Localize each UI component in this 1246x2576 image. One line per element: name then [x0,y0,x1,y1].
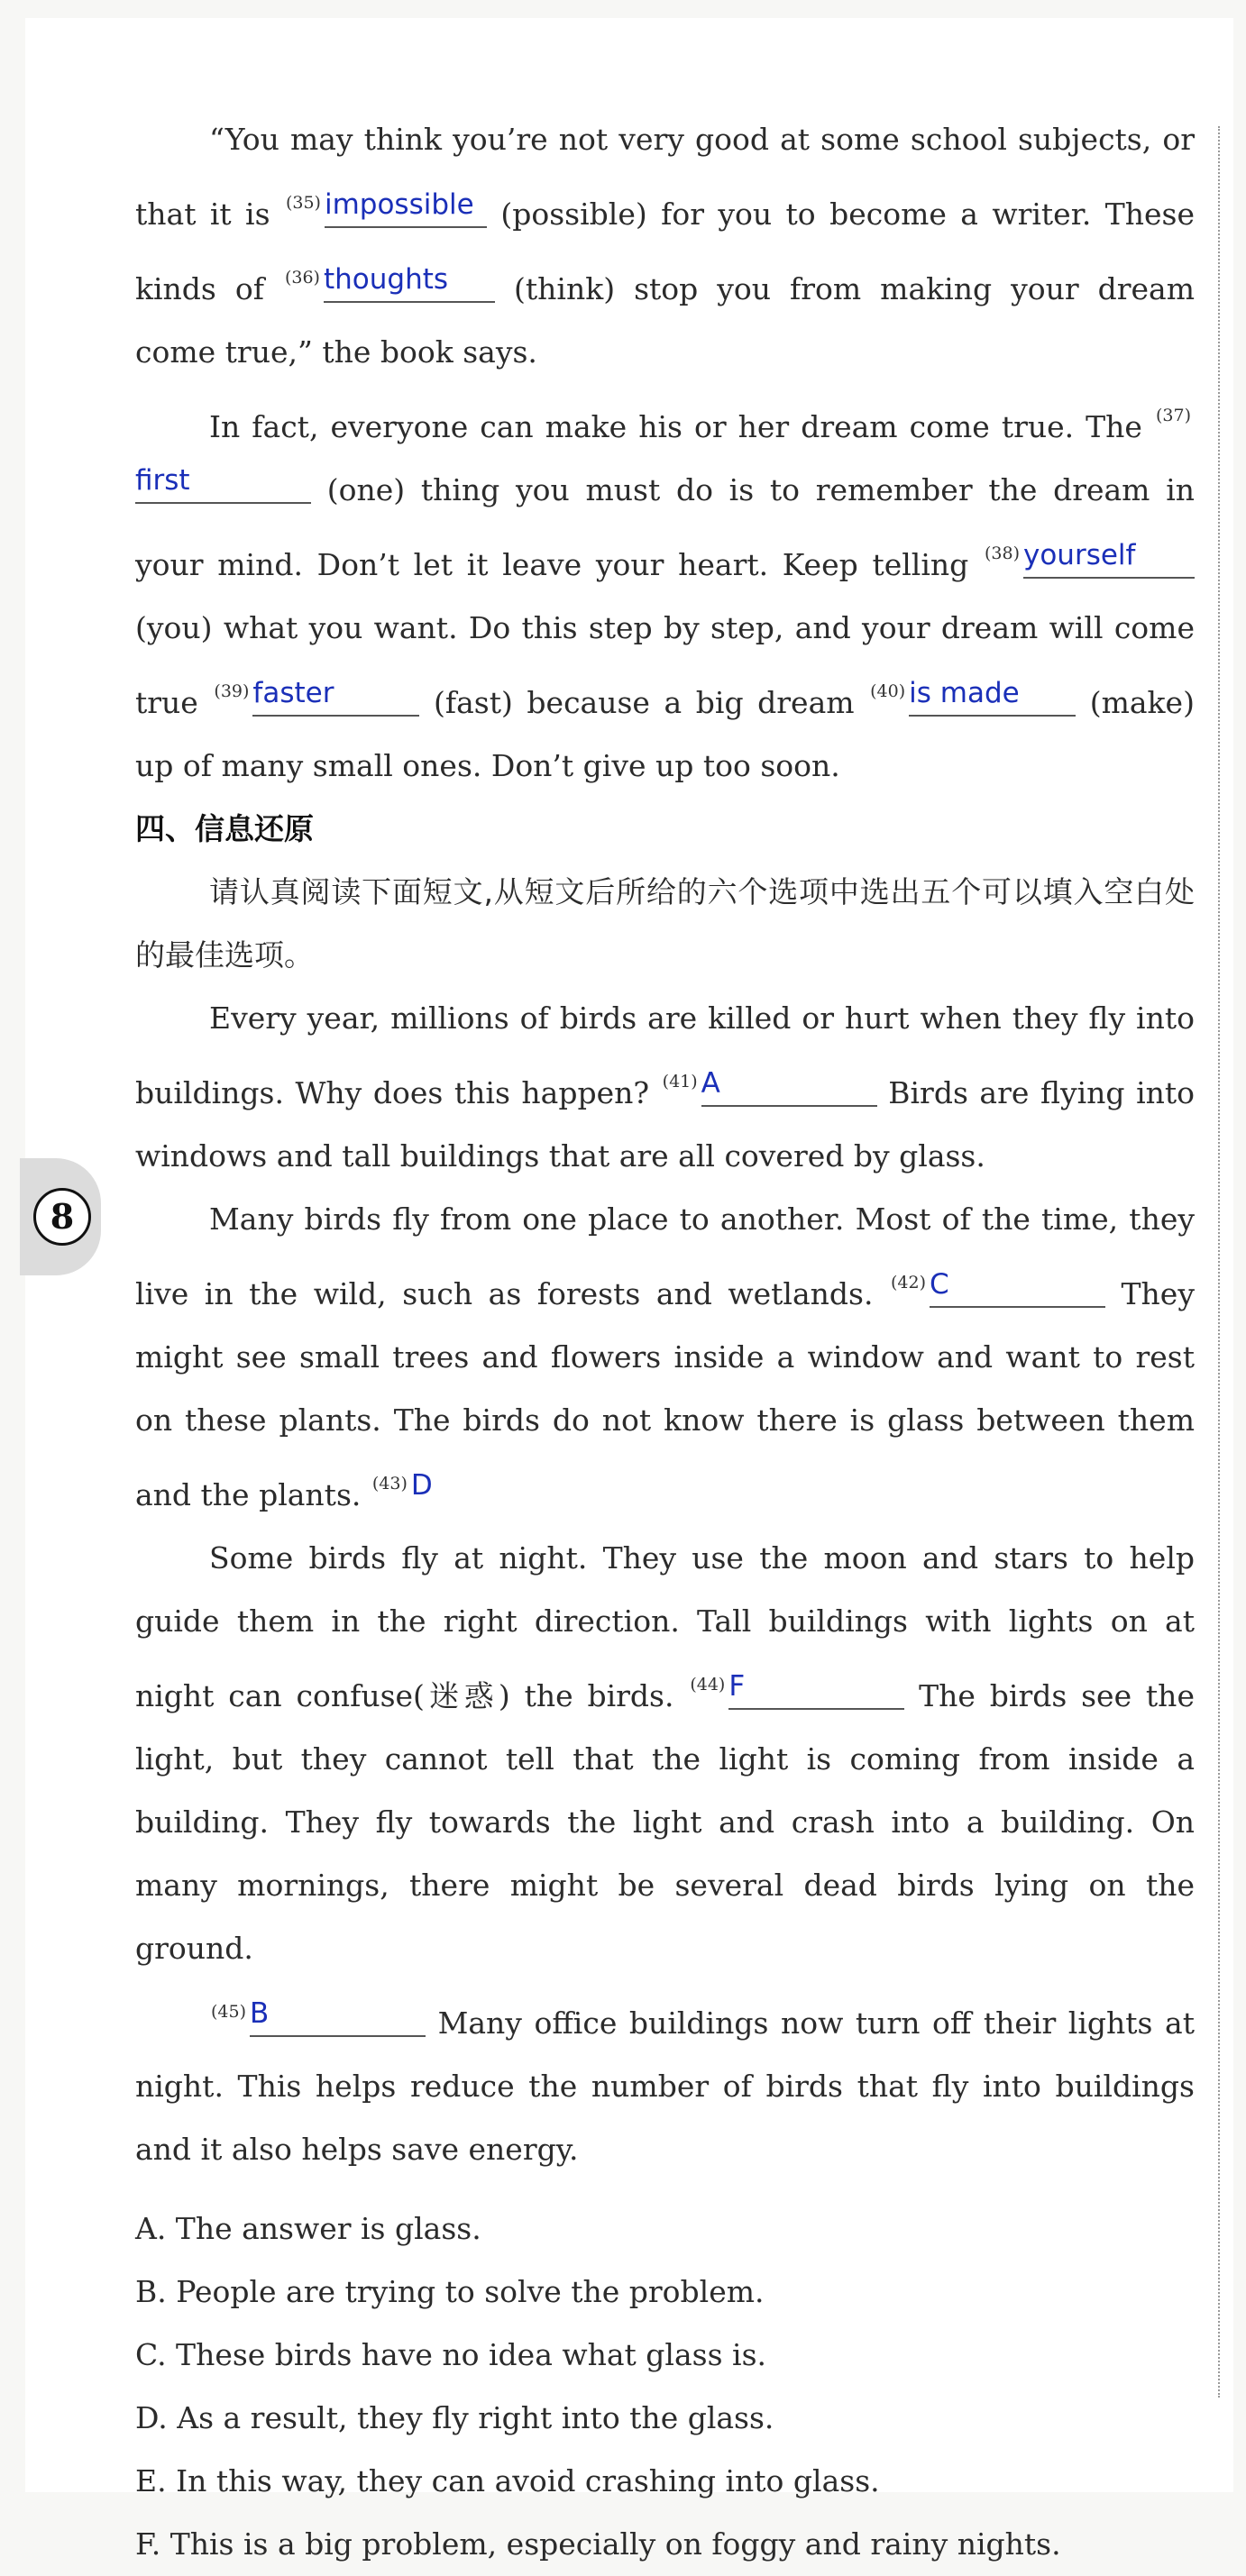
text-run: In fact, everyone can make his or her dream come true. The [209,409,1142,444]
answer-36: thoughts [323,263,449,296]
option-list [135,2197,1195,2576]
answer-42: C [930,1268,949,1301]
answer-blank-43[interactable] [410,1469,546,1509]
text-run: Birds are flying into windows and tall buildings that are all covered by glass. [135,1075,1196,1174]
text-run: They might see small trees and flowers inside a window and want to rest on these plants. The birds do not know there is glass between them and the plants. [135,1276,1195,1512]
passage2-paragraph2 [135,1188,1195,1527]
text-run: Some birds fly at night. They use the moon and stars to help guide them in the right direction. Tall buildings with lights on at night can confuse(迷惑) the birds. [135,1540,1195,1713]
answer-blank-44[interactable] [728,1670,904,1710]
question-number-41: (41) [662,1072,698,1092]
answer-blank-36[interactable] [323,263,495,303]
main-content [135,108,1195,2576]
option-b: B. People are trying to solve the problem. [135,2274,765,2309]
question-number-44: (44) [690,1675,726,1694]
answer-blank-37[interactable] [135,464,311,504]
answer-blank-42[interactable] [930,1268,1105,1308]
page-number: 8 [33,1188,91,1246]
answer-39: faster [252,677,334,709]
text-run: (think) stop you from making your dream come true,” the book says. [135,271,1196,370]
text-run: Many birds fly from one place to another. Most of the time, they live in the wild, such as forests and wetlands. [135,1201,1195,1311]
text-run: “You may think you’re not very good at some school subjects, or that it is [135,122,1195,232]
passage1-paragraph2 [135,384,1195,798]
binding-dotted-line [1218,126,1220,2398]
passage2-paragraph4 [135,1980,1195,2181]
option-f: F. This is a big problem, especially on foggy and rainy nights. [135,2526,1061,2562]
text-run: (you) what you want. Do this step by step, and your dream will come true [135,610,1195,720]
question-number-42: (42) [891,1273,927,1293]
answer-43: D [410,1469,433,1502]
answer-37: first [135,464,190,497]
question-number-36: (36) [284,268,320,288]
text-run: Many office buildings now turn off their lights at night. This helps reduce the number of birds that fly into buildings and it also helps save energy. [135,2005,1195,2167]
text-run: (fast) because a big dream [434,685,855,720]
option-a: A. The answer is glass. [135,2211,481,2246]
question-number-39: (39) [214,681,250,701]
question-number-35: (35) [285,193,321,213]
question-number-38: (38) [984,544,1020,563]
answer-blank-39[interactable] [252,677,419,717]
option-d: D. As a result, they fly right into the glass. [135,2400,774,2435]
section-title: 四、信息还原 [135,811,314,846]
question-number-45: (45) [211,2002,247,2022]
text-run: Every year, millions of birds are killed or hurt when they fly into buildings. Why does this happen? [135,1000,1195,1110]
answer-38: yourself [1023,539,1136,571]
answer-45: B [250,1997,270,2030]
text-run: (one) thing you must do is to remember the dream in your mind. Don’t let it leave your heart. Keep telling [135,472,1196,582]
passage2-paragraph3 [135,1527,1195,1980]
section-instruction: 请认真阅读下面短文,从短文后所给的六个选项中选出五个可以填入空白处的最佳选项。 [135,874,1195,973]
answer-blank-38[interactable] [1023,539,1195,579]
answer-44: F [728,1670,746,1703]
text-run: The birds see the light, but they cannot tell that the light is coming from inside a building. They fly towards the light and crash into a building. On many mornings, there might be several dead birds lying on the ground. [135,1678,1195,1966]
text-run: (possible) for you to become a writer. These kinds of [135,196,1196,306]
question-number-37: (37) [1155,406,1191,425]
answer-blank-45[interactable] [250,1997,426,2037]
answer-41: A [701,1067,720,1100]
answer-blank-40[interactable] [909,677,1076,717]
option-c: C. These birds have no idea what glass is. [135,2337,766,2372]
answer-blank-35[interactable] [324,188,487,228]
answer-40: is made [909,677,1020,709]
passage2-paragraph1 [135,987,1195,1188]
question-number-40: (40) [870,681,906,701]
option-e: E. In this way, they can avoid crashing into glass. [135,2463,880,2498]
answer-35: impossible [324,188,474,221]
text-run: (make) up of many small ones. Don’t give up too soon. [135,685,1195,783]
answer-blank-41[interactable] [701,1067,877,1107]
passage1-paragraph1 [135,108,1195,384]
question-number-43: (43) [371,1474,408,1494]
